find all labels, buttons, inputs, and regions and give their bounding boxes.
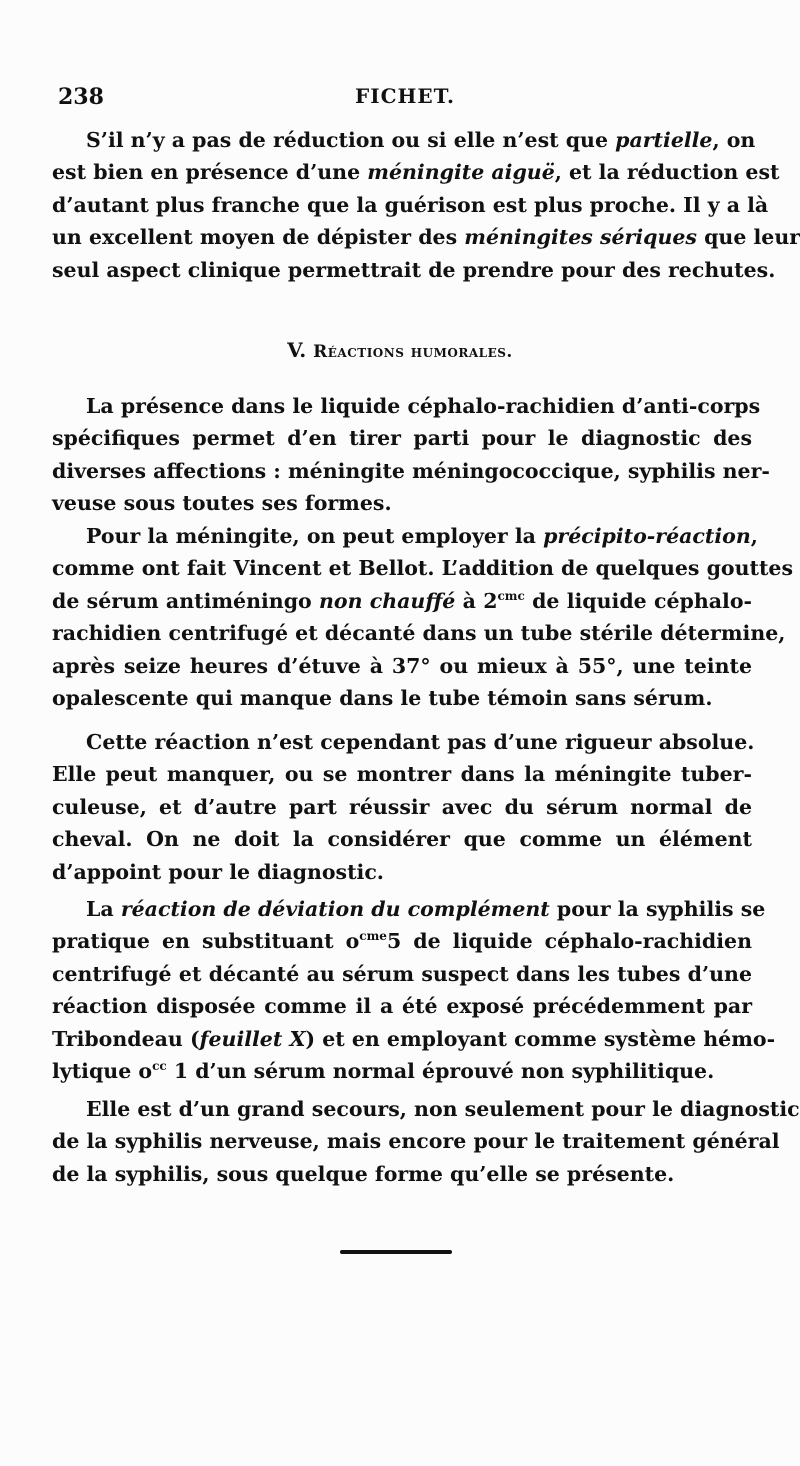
text-line: centrifugé et décanté au sérum suspect dans les tubes d’une bbox=[52, 961, 752, 986]
text-line: pratique en substituant $o^{cme}5$ de liquide céphalo-rachidien bbox=[52, 929, 752, 954]
text-line: un excellent moyen de dépister des méningites sériques que leur bbox=[52, 225, 800, 250]
text-line: rachidien centrifugé et décanté dans un tube stérile détermine, bbox=[52, 621, 786, 646]
text-line: seul aspect clinique permettrait de prendre pour des rechutes. bbox=[52, 257, 776, 282]
text-line: veuse sous toutes ses formes. bbox=[52, 491, 392, 516]
text-line: cheval. On ne doit la considérer que comme un élément bbox=[52, 827, 752, 852]
text-line: de la syphilis, sous quelque forme qu’elle se présente. bbox=[52, 1161, 675, 1186]
paragraph-precipito-reaction bbox=[52, 520, 794, 714]
text-line: d’appoint pour le diagnostic. bbox=[52, 859, 384, 884]
emphasis: feuillet X bbox=[199, 1026, 306, 1051]
emphasis: réaction de déviation du complément bbox=[120, 897, 550, 921]
paragraph-reduction bbox=[52, 124, 800, 286]
text-line: La réaction de déviation du complément pour la syphilis se bbox=[86, 897, 766, 921]
page-number: 238 bbox=[58, 84, 104, 110]
text-line: réaction disposée comme il a été exposé précédemment par bbox=[52, 994, 752, 1019]
superscript: cc bbox=[152, 1059, 167, 1074]
emphasis: précipito-réaction bbox=[543, 524, 751, 548]
end-rule bbox=[340, 1250, 452, 1254]
page-header bbox=[58, 84, 752, 110]
text-line: lytique $o^{cc}$ 1 d’un sérum normal éprouvé non syphilitique. bbox=[52, 1059, 715, 1084]
emphasis: partielle bbox=[615, 128, 713, 152]
text-line: La présence dans le liquide céphalo-rachidien d’anti-corps bbox=[86, 394, 761, 418]
text-line: comme ont fait Vincent et Bellot. L’addition de quelques gouttes bbox=[52, 556, 794, 581]
text-line: Elle peut manquer, ou se montrer dans la méningite tuber- bbox=[52, 762, 752, 787]
text-line: diverses affections : méningite méningococcique, syphilis ner- bbox=[52, 458, 770, 483]
text-line: Cette réaction n’est cependant pas d’une rigueur absolue. bbox=[86, 730, 755, 754]
text-line: culeuse, et d’autre part réussir avec du sérum normal de bbox=[52, 794, 752, 819]
text-line: de la syphilis nerveuse, mais encore pour le traitement général bbox=[52, 1129, 780, 1154]
paragraph-limitations bbox=[52, 726, 755, 888]
text-line: S’il n’y a pas de réduction ou si elle n’est que partielle, on bbox=[86, 128, 756, 152]
emphasis: méningite aiguë bbox=[367, 160, 555, 185]
text-line: opalescente qui manque dans le tube témoin sans sérum. bbox=[52, 686, 713, 711]
text-line: est bien en présence d’une méningite aiguë, et la réduction est bbox=[52, 160, 780, 185]
emphasis: méningites sériques bbox=[464, 225, 697, 250]
section-title: Réactions humorales. bbox=[313, 342, 513, 362]
section-numeral: V. bbox=[287, 338, 307, 362]
emphasis: non chauffé bbox=[319, 588, 456, 613]
superscript: cme bbox=[359, 929, 387, 944]
section-heading bbox=[0, 338, 800, 362]
text-line: Elle est d’un grand secours, non seulement pour le diagnostic bbox=[86, 1097, 800, 1121]
running-head: FICHET. bbox=[355, 84, 455, 108]
text-line: de sérum antiméningo non chauffé à $2^{cmc}$ de liquide céphalo- bbox=[52, 588, 753, 613]
superscript: cmc bbox=[497, 588, 525, 603]
text-line: Pour la méningite, on peut employer la précipito-réaction, bbox=[86, 524, 758, 548]
text-line: d’autant plus franche que la guérison est plus proche. Il y a là bbox=[52, 192, 769, 217]
text-line: spécifiques permet d’en tirer parti pour le diagnostic des bbox=[52, 426, 752, 451]
paragraph-usefulness bbox=[52, 1093, 800, 1190]
text-line: après seize heures d’étuve à 37° ou mieux à 55°, une teinte bbox=[52, 653, 752, 678]
paragraph-complement-deviation bbox=[52, 893, 776, 1087]
paragraph-antibodies bbox=[52, 390, 770, 520]
text-line: Tribondeau (feuillet X) et en employant comme système hémo- bbox=[52, 1026, 776, 1051]
